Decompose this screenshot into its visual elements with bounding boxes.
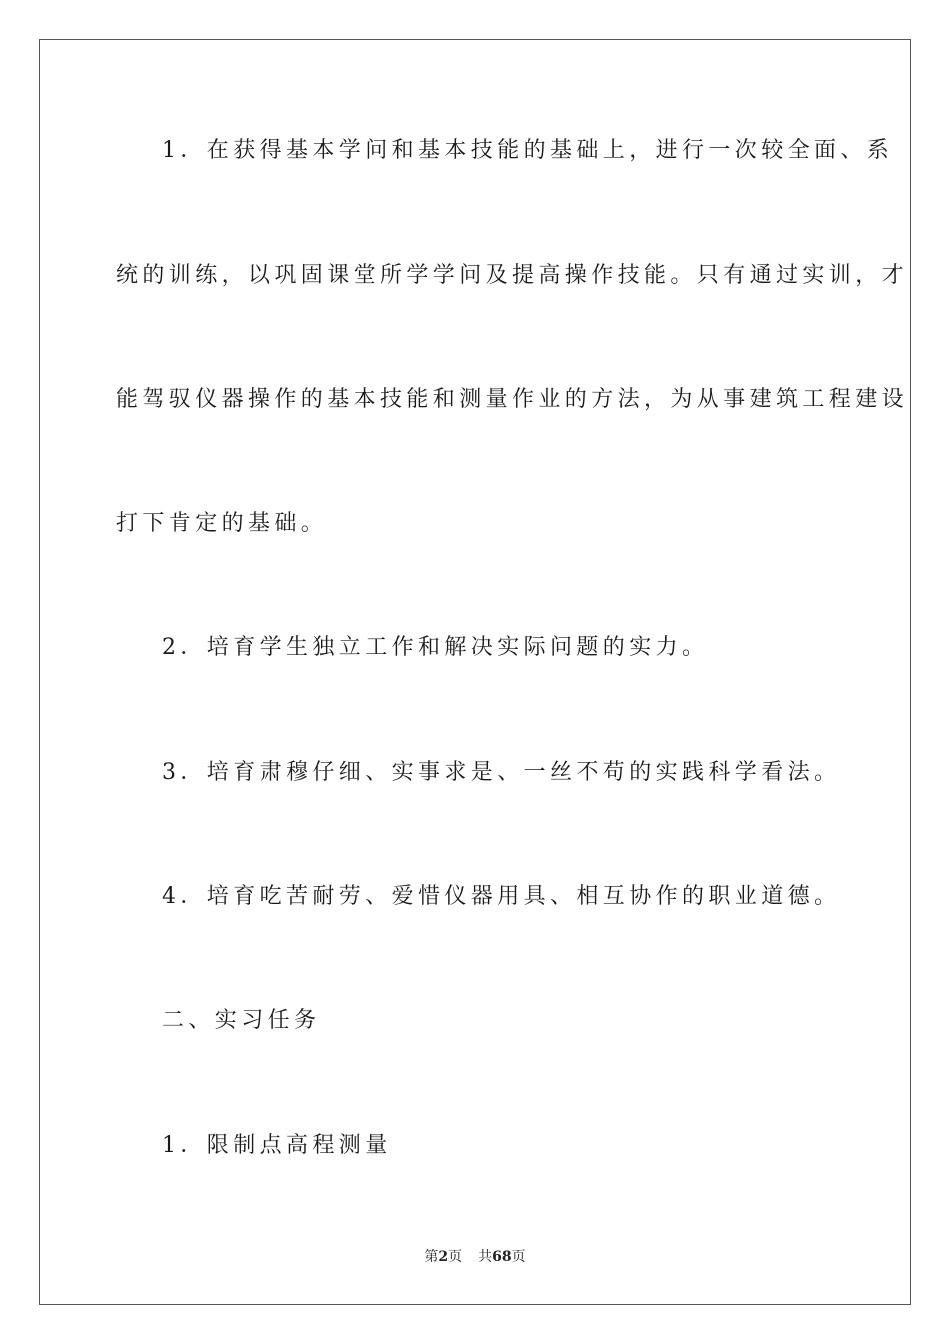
list-item-4: 4．培育吃苦耐劳、爱惜仪器用具、相互协作的职业道德。 <box>162 884 841 909</box>
list-item-2: 2．培育学生独立工作和解决实际问题的实力。 <box>162 635 709 660</box>
footer-page-prefix: 第 <box>424 1249 439 1265</box>
paragraph-1-line-3: 能驾驭仪器操作的基本技能和测量作业的方法，为从事建筑工程建设 <box>116 387 909 412</box>
footer-total-prefix: 共 <box>478 1249 493 1265</box>
section-heading: 二、实习任务 <box>162 1008 321 1033</box>
footer-page-suffix: 页 <box>448 1249 463 1265</box>
footer-total-suffix: 页 <box>511 1249 526 1265</box>
footer-page-number: 2 <box>438 1249 449 1265</box>
subsection-heading: 1．限制点高程测量 <box>162 1133 392 1158</box>
paragraph-1-line-4: 打下肯定的基础。 <box>116 511 328 536</box>
page-footer <box>0 1248 950 1266</box>
list-item-3: 3．培育肃穆仔细、实事求是、一丝不苟的实践科学看法。 <box>162 760 841 785</box>
footer-total-pages: 68 <box>492 1249 512 1265</box>
paragraph-1-line-2: 统的训练，以巩固课堂所学学问及提高操作技能。只有通过实训，才 <box>116 263 909 288</box>
page-border <box>39 39 911 1305</box>
paragraph-1-line-1: 1．在获得基本学问和基本技能的基础上，进行一次较全面、系 <box>162 138 894 163</box>
